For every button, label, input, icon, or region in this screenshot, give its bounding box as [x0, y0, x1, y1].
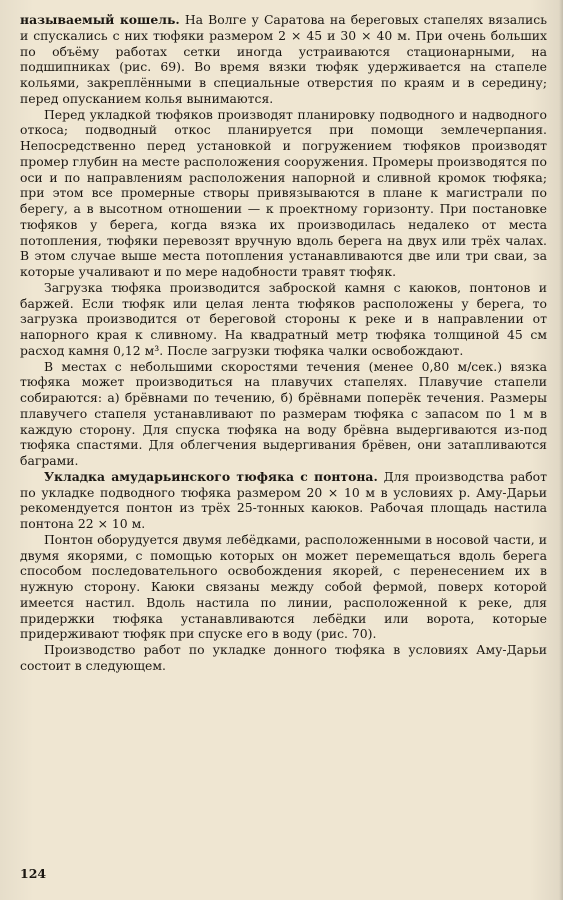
page-edge-shadow — [559, 0, 563, 900]
paragraph-1-lead: называемый кошель. — [20, 12, 180, 27]
paragraph-5-text: Для производства работ по укладке подводного тюфяка размером 20 × 10 м в условиях р. Аму-Дарьи рекомендуется понтон из трёх 25-тонных каюков. Рабочая площадь настила понтона 22 × 10 м. — [20, 468, 547, 531]
paragraph-7 — [20, 642, 547, 674]
paragraph-1 — [20, 12, 547, 107]
paragraph-4 — [20, 359, 547, 469]
paragraph-3 — [20, 280, 547, 359]
paragraph-6-text: Понтон оборудуется двумя лебёдками, расположенными в носовой части, и двумя якорями, с помощью которых он может перемещаться вдоль берега способом последовательного освобождения якорей, с перенесением их в нужную сторону. Каюки связаны между собой фермой, поверх которой имеется настил. Вдоль настила по линии, расположенной к реке, для придержки тюфяка устанавливаются лебёдки или ворота, которые придерживают тюфяк при спуске его в воду (рис. 70). — [20, 531, 547, 642]
paragraph-4-text: В местах с небольшими скоростями течения (менее 0,80 м/сек.) вязка тюфяка может производиться на плавучих стапелях. Плавучие стапели собираются: а) брёвнами по течению, б) брёвнами поперёк течения. Размеры плавучего стапеля устанавливают по размерам тюфяка с запасом по 1 м в каждую сторону. Для спуска тюфяка на воду брёвна выдергиваются из-под тюфяка спастями. Для облегчения выдергивания брёвен, они затапливаются баграми. — [20, 358, 547, 468]
paragraph-2 — [20, 107, 547, 280]
paragraph-6 — [20, 532, 547, 642]
body-text — [20, 12, 547, 674]
paragraph-1-text: На Волге у Саратова на береговых стапелях вязались и спускались с них тюфяки размером 2 × 45 и 30 × 40 м. При очень больших по объёму работах сетки иногда устраиваются стационарными, на подшипниках (рис. 69). Во время вязки тюфяк удерживается на стапеле кольями, закреплёнными в специальные отверстия по краям и в середину; перед опусканием колья вынимаются. — [20, 12, 547, 106]
paragraph-2-text: Перед укладкой тюфяков производят планировку подводного и надводного откоса; подводный откос планируется при помощи землечерпания. Непосредственно перед установкой и погружением тюфяков производят промер глубин на месте расположения сооружения. Промеры производятся по оси и по направлениям расположения напорной и сливной кромок тюфяка; при этом все промерные створы привязываются в плане к магистрали по берегу, а в высотном отношении — к проектному горизонту. При постановке тюфяков у берега, когда вязка их производилась недалеко от места потопления, тюфяки перевозят вручную вдоль берега на двух или трёх чалах. В этом случае выше места потопления устанавливаются две или три сваи, за которые учаливают и по мере надобности травят тюфяк. — [20, 106, 547, 279]
paragraph-5-lead: Укладка амударьинского тюфяка с понтона. — [44, 468, 378, 484]
page-number: 124 — [20, 866, 47, 881]
paragraph-7-text: Производство работ по укладке донного тюфяка в условиях Аму-Дарьи состоит в следующем. — [20, 642, 547, 673]
paragraph-3-text: Загрузка тюфяка производится заброской камня с каюков, понтонов и баржей. Если тюфяк или целая лента тюфяков расположены у берега, то загрузка производится от береговой стороны к реке и в направлении от напорного края к сливному. На квадратный метр тюфяка толщиной 45 см расход камня 0,12 м³. После загрузки тюфяка чалки освобождают. — [20, 279, 547, 358]
paragraph-5 — [20, 469, 547, 532]
